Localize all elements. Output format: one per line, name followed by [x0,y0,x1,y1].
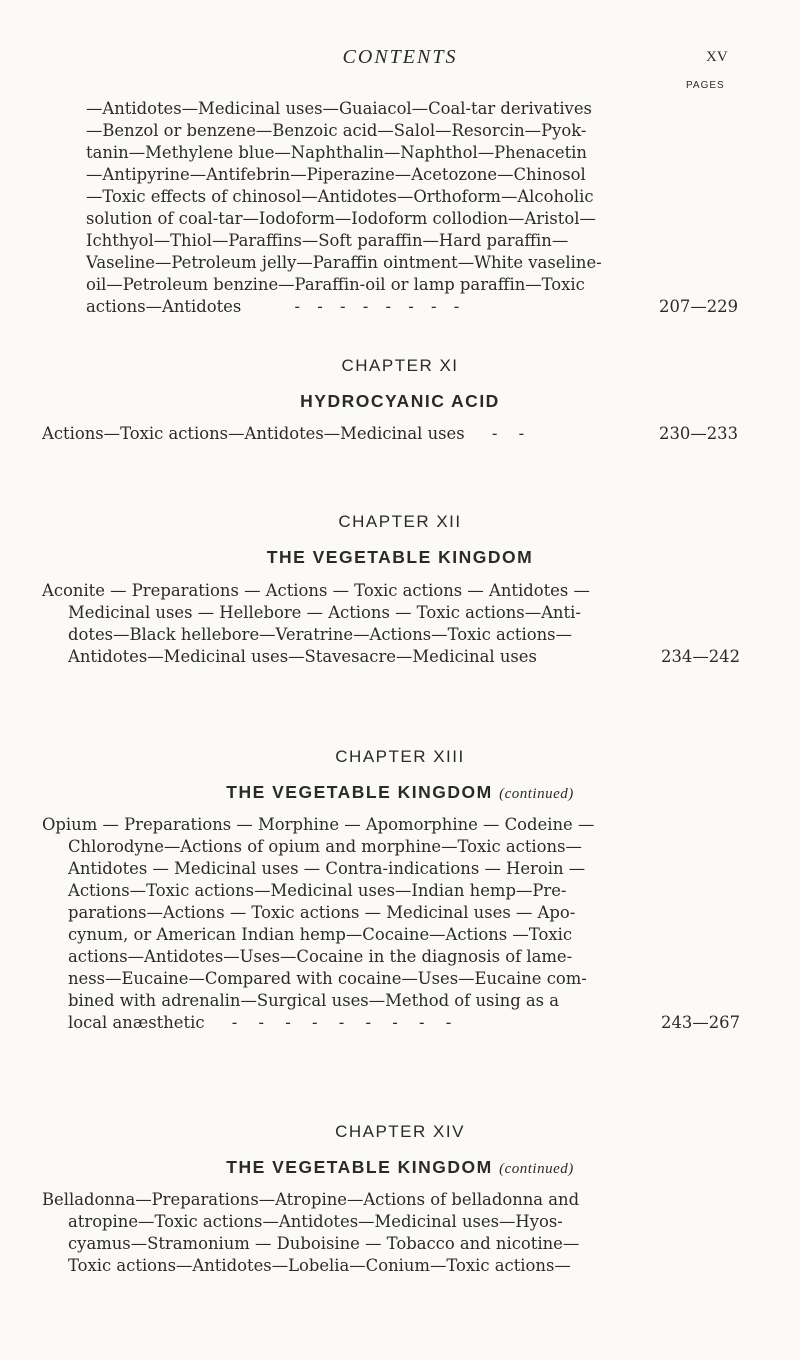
page-folio: XV [706,49,728,65]
entry-line: cyamus—Stramonium — Duboisine — Tobacco and nicotine— [68,1234,580,1253]
entry-line: —Antipyrine—Antifebrin—Piperazine—Acetozone—Chinosol [86,165,586,184]
entry-last-line [42,1012,740,1034]
continued-note: (continued) [499,1161,574,1177]
entry-line: Vaseline—Petroleum jelly—Paraffin ointment—White vaseline- [86,253,602,272]
entry-last-line [42,646,740,668]
entry-last-text: Actions—Toxic actions—Antidotes—Medicinal uses [42,424,465,443]
continued-note: (continued) [499,786,574,802]
chapter-title-xi: HYDROCYANIC ACID [300,391,500,411]
entry-last-text: Antidotes—Medicinal uses—Stavesacre—Medicinal uses [68,647,537,666]
entry-line: Ichthyol—Thiol—Paraffins—Soft paraffin—Hard paraffin— [86,231,569,250]
page-range: 207—229 [659,297,738,316]
toc-entry-xi [42,423,738,445]
pages-column-label: PAGES [686,80,725,91]
dot-leaders: - - - - - - - - [294,297,466,316]
page-range: 243—267 [661,1013,740,1032]
chapter-title-text: THE VEGETABLE KINGDOM [226,1157,493,1177]
entry-line: solution of coal-tar—Iodoform—Iodoform collodion—Aristol— [86,209,596,228]
entry-line: atropine—Toxic actions—Antidotes—Medicinal uses—Hyos- [68,1212,563,1231]
entry-line: Opium — Preparations — Morphine — Apomorphine — Codeine — [42,815,595,834]
chapter-title-xii: THE VEGETABLE KINGDOM [266,547,534,567]
dot-leaders: - - [491,424,533,443]
chapter-label-xi: CHAPTER XI [341,356,459,375]
entry-line: cynum, or American Indian hemp—Cocaine—Actions —Toxic [68,925,573,944]
entry-last-text: local anæsthetic [68,1013,205,1032]
entry-line: dotes—Black hellebore—Veratrine—Actions—Toxic actions— [68,625,572,644]
page-range: 234—242 [661,647,740,666]
entry-last-text: actions—Antidotes [86,297,242,316]
running-head: CONTENTS [342,46,458,68]
entry-line: Chlorodyne—Actions of opium and morphine—Toxic actions— [68,837,582,856]
entry-line: —Toxic effects of chinosol—Antidotes—Orthoform—Alcoholic [86,187,594,206]
dot-leaders: - - - - - - - - - [231,1013,460,1032]
entry-line: oil—Petroleum benzine—Paraffin-oil or lamp paraffin—Toxic [86,275,585,294]
toc-entry-xii [42,580,740,668]
chapter-title-xiv [0,1157,800,1178]
entry-last-line [60,296,738,318]
entry-line: Antidotes — Medicinal uses — Contra-indications — Heroin — [68,859,586,878]
entry-line: bined with adrenalin—Surgical uses—Method of using as a [68,991,560,1010]
entry-line: parations—Actions — Toxic actions — Medicinal uses — Apo- [68,903,576,922]
entry-line: —Antidotes—Medicinal uses—Guaiacol—Coal-tar derivatives [86,99,592,118]
page-range: 230—233 [659,424,738,443]
chapter-label-xiv: CHAPTER XIV [335,1122,465,1141]
chapter-title-text: THE VEGETABLE KINGDOM [226,782,493,802]
entry-line: Belladonna—Preparations—Atropine—Actions of belladonna and [42,1190,580,1209]
chapter-label-xii: CHAPTER XII [338,512,462,531]
entry-line: Aconite — Preparations — Actions — Toxic actions — Antidotes — [42,581,590,600]
entry-line: Medicinal uses — Hellebore — Actions — Toxic actions—Anti- [68,603,581,622]
entry-line: Actions—Toxic actions—Medicinal uses—Indian hemp—Pre- [68,881,567,900]
entry-line: —Benzol or benzene—Benzoic acid—Salol—Resorcin—Pyok- [86,121,587,140]
chapter-label-xiii: CHAPTER XIII [335,747,465,766]
entry-line: tanin—Methylene blue—Naphthalin—Naphthol—Phenacetin [86,143,587,162]
toc-entry-xiii [42,814,740,1034]
toc-entry-xiv [42,1189,720,1277]
toc-entry-continued [60,98,738,318]
entry-line: actions—Antidotes—Uses—Cocaine in the diagnosis of lame- [68,947,573,966]
entry-last-line [42,423,738,445]
entry-line: ness—Eucaine—Compared with cocaine—Uses—Eucaine com- [68,969,587,988]
chapter-title-xiii [0,782,800,803]
entry-line: Toxic actions—Antidotes—Lobelia—Conium—Toxic actions— [68,1256,571,1275]
